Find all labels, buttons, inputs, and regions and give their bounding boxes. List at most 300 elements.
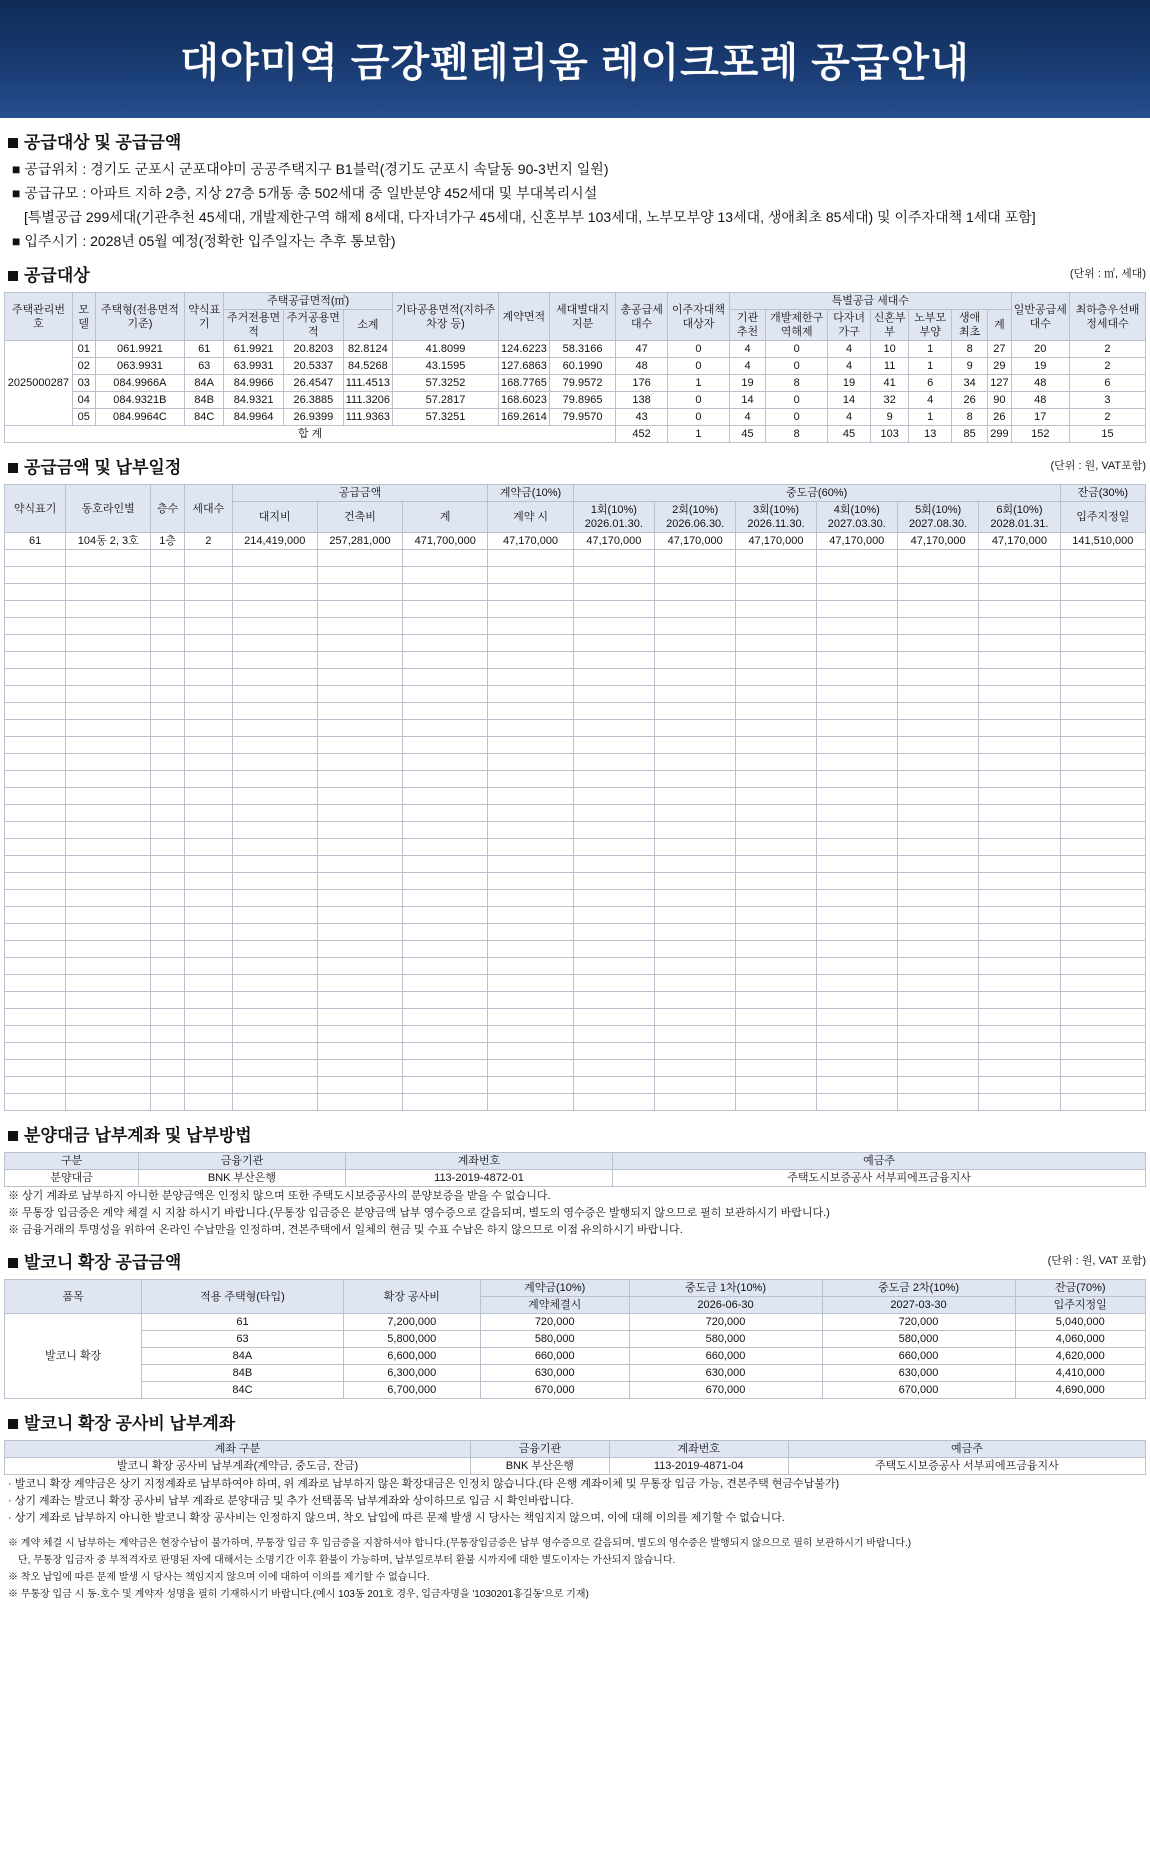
section-title: 발코니 확장 공급금액 <box>24 1253 182 1272</box>
table-cell <box>151 635 185 652</box>
note: ※ 계약 체결 시 납부하는 계약금은 현장수납이 불가하며, 무통장 입금 후 입금증을 지참하셔야 합니다.(무통장입금증은 납부 영수증으로 갈음되며, 별도의 영수증은 발행되지 않으므로 필히 보관하시기 바랍니다.) <box>8 1538 912 1549</box>
table-cell <box>897 703 978 720</box>
th-b-c-sub: 계약체결시 <box>480 1297 629 1314</box>
table-cell: 084.9321B <box>95 392 184 409</box>
table-cell <box>897 1043 978 1060</box>
table-cell: 1 <box>909 358 952 375</box>
table-cell: 299 <box>988 426 1011 443</box>
table-cell <box>736 924 816 941</box>
th-special-group: 특별공급 세대수 <box>729 293 1011 310</box>
table-cell: 32 <box>870 392 908 409</box>
table-cell <box>403 550 488 567</box>
table-cell <box>66 992 151 1009</box>
table-cell <box>151 805 185 822</box>
table-cell <box>488 737 573 754</box>
table-cell <box>897 924 978 941</box>
table-row <box>5 1043 1146 1060</box>
table-cell <box>488 1094 573 1111</box>
table-cell <box>897 584 978 601</box>
table-cell <box>488 924 573 941</box>
table-row <box>5 618 1146 635</box>
table-row <box>5 856 1146 873</box>
table-cell <box>1060 771 1145 788</box>
table-cell <box>736 584 816 601</box>
table-cell: 47,170,000 <box>573 533 654 550</box>
table-cell <box>816 992 897 1009</box>
table-cell: 111.4513 <box>343 375 392 392</box>
table-cell <box>5 669 66 686</box>
table-cell <box>317 907 402 924</box>
table-cell <box>232 805 317 822</box>
table-cell: 4,060,000 <box>1015 1331 1146 1348</box>
table-cell <box>573 788 654 805</box>
table-cell <box>5 907 66 924</box>
table-cell: 17 <box>1011 409 1069 426</box>
table-row <box>5 737 1146 754</box>
table-cell <box>979 754 1060 771</box>
table-cell: 1 <box>667 375 729 392</box>
table-cell <box>1060 601 1145 618</box>
table-cell <box>317 550 402 567</box>
th-sum: 계 <box>988 310 1011 341</box>
note: · 상기 계좌로 납부하지 아니한 발코니 확장 공사비는 인정하지 않으며, 착오 납입에 따른 문제 발생 시 당사는 책임지지 않으며, 이에 대해 이의를 제기할 수 없습니다. <box>8 1512 785 1524</box>
table-cell <box>1060 941 1145 958</box>
table-row <box>5 958 1146 975</box>
table-cell <box>1060 703 1145 720</box>
table-cell <box>151 907 185 924</box>
table-cell <box>573 584 654 601</box>
table-cell <box>5 550 66 567</box>
table-cell <box>232 873 317 890</box>
table-cell: 79.9570 <box>549 409 615 426</box>
table-cell <box>317 1009 402 1026</box>
table-cell <box>488 618 573 635</box>
supply-table <box>4 292 1146 443</box>
table-cell <box>573 958 654 975</box>
table-cell: 19 <box>828 375 871 392</box>
table-row <box>5 375 1146 392</box>
table-cell: 6,700,000 <box>343 1382 480 1399</box>
table-cell <box>5 652 66 669</box>
table-row <box>5 686 1146 703</box>
table-cell <box>655 737 736 754</box>
th-p-balance-sub: 입주지정일 <box>1060 502 1145 533</box>
price-table <box>4 484 1146 1111</box>
table-cell <box>403 907 488 924</box>
table-cell <box>573 635 654 652</box>
table-cell <box>488 686 573 703</box>
table-cell <box>1060 873 1145 890</box>
table-row <box>5 567 1146 584</box>
table-row <box>5 771 1146 788</box>
account-number: 113-2019-4871-04 <box>609 1458 788 1475</box>
table-cell <box>655 703 736 720</box>
table-cell: 111.3206 <box>343 392 392 409</box>
table-cell <box>151 1043 185 1060</box>
th-land-share: 세대별대지지분 <box>549 293 615 341</box>
table-cell <box>403 669 488 686</box>
table-cell <box>736 601 816 618</box>
table-cell <box>488 856 573 873</box>
table-cell <box>655 652 736 669</box>
info-location: ■ 공급위치 : 경기도 군포시 군포대야미 공공주택지구 B1블럭(경기도 군포시 속달동 90-3번지 일원) <box>12 161 609 177</box>
table-cell <box>816 686 897 703</box>
table-cell <box>488 584 573 601</box>
table-cell <box>151 1009 185 1026</box>
th-a2-2: 계좌번호 <box>609 1441 788 1458</box>
table-cell <box>151 839 185 856</box>
table-cell: 47,170,000 <box>816 533 897 550</box>
table-cell <box>736 720 816 737</box>
table-cell: 4 <box>909 392 952 409</box>
table-cell <box>816 771 897 788</box>
table-cell <box>232 907 317 924</box>
table-cell <box>5 890 66 907</box>
table-cell <box>151 822 185 839</box>
table-cell <box>403 652 488 669</box>
table-cell <box>151 856 185 873</box>
table-cell <box>403 788 488 805</box>
table-row <box>5 873 1146 890</box>
table-row <box>5 907 1146 924</box>
table-cell <box>488 550 573 567</box>
table-cell: 01 <box>72 341 95 358</box>
table-cell: 47 <box>616 341 668 358</box>
section-supply-target <box>8 261 1146 286</box>
table-cell <box>655 686 736 703</box>
table-row <box>5 890 1146 907</box>
table-cell <box>66 754 151 771</box>
th-type: 주택형(전용면적기준) <box>95 293 184 341</box>
table-cell: 4 <box>828 409 871 426</box>
table-cell <box>5 975 66 992</box>
table-cell <box>66 822 151 839</box>
table-cell <box>317 567 402 584</box>
table-cell <box>151 992 185 1009</box>
table-cell <box>185 788 233 805</box>
table-cell <box>488 635 573 652</box>
th-p-m3: 3회(10%) 2026.11.30. <box>736 502 816 533</box>
table-cell: 9 <box>952 358 988 375</box>
table-cell: 670,000 <box>480 1382 629 1399</box>
table-cell <box>232 669 317 686</box>
table-cell: 141,510,000 <box>1060 533 1145 550</box>
account-number: 113-2019-4872-01 <box>345 1170 612 1187</box>
table-cell <box>736 958 816 975</box>
table-cell <box>816 737 897 754</box>
account-bank: BNK 부산은행 <box>471 1458 610 1475</box>
table-cell <box>317 720 402 737</box>
table-cell <box>5 822 66 839</box>
table-cell <box>736 737 816 754</box>
table-cell: 05 <box>72 409 95 426</box>
table-cell <box>897 839 978 856</box>
table-cell <box>232 890 317 907</box>
table-cell <box>1060 584 1145 601</box>
table-cell <box>816 1009 897 1026</box>
table-cell <box>66 601 151 618</box>
table-row <box>5 720 1146 737</box>
table-cell <box>403 601 488 618</box>
table-cell: 257,281,000 <box>317 533 402 550</box>
table-cell <box>655 754 736 771</box>
table-cell: 84B <box>142 1365 343 1382</box>
table-cell <box>1060 1009 1145 1026</box>
table-cell <box>488 873 573 890</box>
table-cell <box>5 686 66 703</box>
table-cell <box>655 890 736 907</box>
table-cell <box>5 567 66 584</box>
table-cell <box>1060 635 1145 652</box>
table-cell <box>979 856 1060 873</box>
table-cell <box>232 703 317 720</box>
table-cell <box>979 1026 1060 1043</box>
table-cell <box>979 992 1060 1009</box>
table-cell <box>736 941 816 958</box>
table-cell <box>488 669 573 686</box>
th-p-middle: 중도금(60%) <box>573 485 1060 502</box>
table-cell <box>185 635 233 652</box>
note: ※ 착오 납입에 따른 문제 발생 시 당사는 책임지지 않으며 이에 대하여 이의를 제기할 수 없습니다. <box>8 1572 430 1583</box>
table-cell <box>979 601 1060 618</box>
table-cell: 63 <box>185 358 224 375</box>
table-cell <box>403 958 488 975</box>
table-cell <box>573 873 654 890</box>
table-cell <box>151 550 185 567</box>
table-cell <box>655 941 736 958</box>
table-cell <box>655 788 736 805</box>
table-cell <box>66 1043 151 1060</box>
table-cell <box>185 839 233 856</box>
th-p-dong: 동호라인별 <box>66 485 151 533</box>
table-cell <box>185 601 233 618</box>
table-cell <box>232 771 317 788</box>
table-cell: 47,170,000 <box>655 533 736 550</box>
table-cell <box>979 720 1060 737</box>
table-row <box>5 1026 1146 1043</box>
table-cell <box>736 805 816 822</box>
table-cell <box>573 975 654 992</box>
table-cell: 45 <box>729 426 765 443</box>
table-cell <box>232 839 317 856</box>
table-cell <box>979 635 1060 652</box>
table-row <box>5 652 1146 669</box>
table-cell <box>185 805 233 822</box>
table-cell <box>232 822 317 839</box>
table-cell: 061.9921 <box>95 341 184 358</box>
table-cell <box>317 669 402 686</box>
table-cell: 2 <box>1069 409 1145 426</box>
table-cell <box>816 839 897 856</box>
table-cell <box>736 1009 816 1026</box>
table-cell <box>488 907 573 924</box>
table-cell <box>979 1043 1060 1060</box>
table-cell <box>66 720 151 737</box>
table-cell <box>488 652 573 669</box>
table-cell <box>317 992 402 1009</box>
table-cell <box>897 958 978 975</box>
table-cell: 580,000 <box>629 1331 822 1348</box>
table-cell <box>5 635 66 652</box>
table-cell <box>1060 958 1145 975</box>
table-row <box>5 635 1146 652</box>
table-cell <box>897 873 978 890</box>
th-inst: 기관추천 <box>729 310 765 341</box>
table-cell <box>488 1009 573 1026</box>
th-p-contract: 계약금(10%) <box>488 485 573 502</box>
th-p-floor: 층수 <box>151 485 185 533</box>
table-cell: 0 <box>766 358 828 375</box>
table-cell <box>66 584 151 601</box>
table-cell: 0 <box>667 341 729 358</box>
table-cell: 84.9966 <box>224 375 284 392</box>
table-cell <box>816 873 897 890</box>
table-cell <box>151 703 185 720</box>
table-row <box>5 584 1146 601</box>
account-holder: 주택도시보증공사 서부피에프금융지사 <box>613 1170 1146 1187</box>
table-cell <box>573 771 654 788</box>
table-cell: 26.4547 <box>283 375 343 392</box>
table-cell: 29 <box>988 358 1011 375</box>
account-bank: BNK 부산은행 <box>139 1170 346 1187</box>
table-cell <box>979 652 1060 669</box>
table-cell <box>232 652 317 669</box>
table-cell <box>736 1043 816 1060</box>
table-cell: 03 <box>72 375 95 392</box>
table-cell: 1 <box>909 409 952 426</box>
table-cell <box>232 1060 317 1077</box>
table-cell: 61 <box>5 533 66 550</box>
table-cell <box>897 1077 978 1094</box>
table-cell <box>736 652 816 669</box>
table-cell <box>317 924 402 941</box>
table-cell <box>897 754 978 771</box>
table-cell <box>897 737 978 754</box>
table-cell <box>232 754 317 771</box>
table-cell <box>736 975 816 992</box>
table-cell <box>185 873 233 890</box>
table-cell <box>736 567 816 584</box>
table-cell: 720,000 <box>822 1314 1015 1331</box>
table-cell: 57.3251 <box>392 409 498 426</box>
table-cell: 176 <box>616 375 668 392</box>
table-cell <box>317 686 402 703</box>
table-cell <box>1060 618 1145 635</box>
table-cell <box>573 924 654 941</box>
table-cell <box>736 822 816 839</box>
note: 단, 무통장 입금자 중 부적격자로 판명된 자에 대해서는 소명기간 이후 환불이 가능하며, 납부일로부터 환불 시까지에 대한 별도이자는 가산되지 않습니다. <box>18 1555 676 1566</box>
table-cell <box>403 1009 488 1026</box>
table-cell <box>5 601 66 618</box>
th-short: 약식표기 <box>185 293 224 341</box>
table-row <box>5 1060 1146 1077</box>
table-cell: 7,200,000 <box>343 1314 480 1331</box>
table-cell: 6 <box>1069 375 1145 392</box>
table-cell <box>232 924 317 941</box>
table-cell <box>151 941 185 958</box>
table-cell: 1 <box>667 426 729 443</box>
table-cell: 660,000 <box>629 1348 822 1365</box>
table-cell <box>655 907 736 924</box>
table-cell <box>979 958 1060 975</box>
table-cell: 2 <box>1069 341 1145 358</box>
table-cell <box>655 550 736 567</box>
table-cell <box>655 1043 736 1060</box>
table-cell <box>1060 907 1145 924</box>
table-cell <box>232 788 317 805</box>
table-cell: 670,000 <box>629 1382 822 1399</box>
th-p-supply: 공급금액 <box>232 485 488 502</box>
table-cell <box>736 1077 816 1094</box>
table-cell: 26.3885 <box>283 392 343 409</box>
table-cell <box>979 805 1060 822</box>
table-cell <box>816 1043 897 1060</box>
section-title: 발코니 확장 공사비 납부계좌 <box>24 1414 236 1433</box>
table-cell <box>232 686 317 703</box>
table-cell <box>573 1077 654 1094</box>
table-cell <box>488 1043 573 1060</box>
table-cell <box>403 975 488 992</box>
table-cell <box>655 975 736 992</box>
account-kind: 발코니 확장 공사비 납부계좌(계약금, 중도금, 잔금) <box>5 1458 471 1475</box>
table-cell <box>66 1009 151 1026</box>
table-cell <box>573 720 654 737</box>
account-holder: 주택도시보증공사 서부피에프금융지사 <box>788 1458 1145 1475</box>
table-cell <box>151 737 185 754</box>
table-cell <box>979 618 1060 635</box>
table-row <box>5 941 1146 958</box>
th-mgmt: 주택관리번호 <box>5 293 73 341</box>
table-cell: 127 <box>988 375 1011 392</box>
section-account <box>8 1121 1146 1146</box>
table-cell <box>151 669 185 686</box>
table-cell <box>317 771 402 788</box>
th-p-type: 약식표기 <box>5 485 66 533</box>
table-cell <box>1060 550 1145 567</box>
table-cell: 47,170,000 <box>979 533 1060 550</box>
table-row <box>5 533 1146 550</box>
table-cell <box>816 652 897 669</box>
table-cell <box>317 1026 402 1043</box>
table-cell <box>655 856 736 873</box>
table-cell <box>897 822 978 839</box>
table-row <box>5 1348 1146 1365</box>
table-cell: 4 <box>729 341 765 358</box>
table-cell <box>488 1077 573 1094</box>
table-cell <box>897 975 978 992</box>
table-cell <box>5 1009 66 1026</box>
info-special: [특별공급 299세대(기관추천 45세대, 개발제한구역 해제 8세대, 다자녀가구 45세대, 신혼부부 103세대, 노부모부양 13세대, 생애최초 85세대) 및 이주자대책 1세대 포함] <box>24 209 1036 225</box>
table-cell <box>185 652 233 669</box>
table-cell: 41 <box>870 375 908 392</box>
th-gb: 개발제한구역해제 <box>766 310 828 341</box>
table-cell <box>816 788 897 805</box>
table-cell <box>317 975 402 992</box>
table-cell <box>185 686 233 703</box>
table-cell <box>1060 754 1145 771</box>
table-cell <box>66 839 151 856</box>
table-cell <box>185 890 233 907</box>
table-cell: 11 <box>870 358 908 375</box>
table-cell <box>897 601 978 618</box>
table-cell <box>573 550 654 567</box>
table-cell <box>897 669 978 686</box>
table-cell <box>151 720 185 737</box>
content <box>0 128 1150 1602</box>
balcony-body <box>5 1314 1146 1399</box>
table-cell <box>488 958 573 975</box>
table-cell: 61 <box>185 341 224 358</box>
